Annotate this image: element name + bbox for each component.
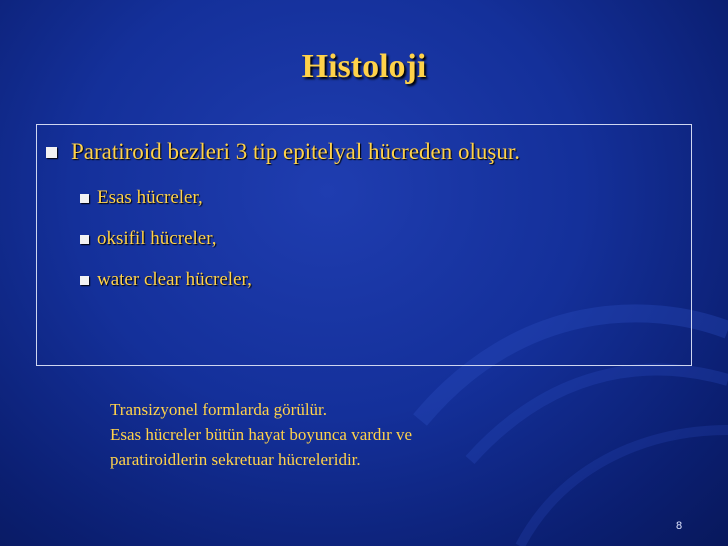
bullet-square-icon xyxy=(80,276,89,285)
note-line: Esas hücreler bütün hayat boyunca vardır ve xyxy=(110,425,413,444)
sub-bullet xyxy=(80,228,217,250)
bullet-square-icon xyxy=(46,147,57,158)
sub-bullet-text: Esas hücreler, xyxy=(97,187,203,208)
sub-bullet xyxy=(80,269,252,291)
note-line: paratiroidlerin sekretuar hücreleridir. xyxy=(110,450,361,469)
slide-title: Histoloji xyxy=(301,48,427,85)
sub-bullet-text: water clear hücreler, xyxy=(97,269,252,290)
bullet-square-icon xyxy=(80,194,89,203)
page-number: 8 xyxy=(676,520,683,532)
bullet-square-icon xyxy=(80,235,89,244)
main-bullet xyxy=(46,139,520,165)
sub-bullet-text: oksifil hücreler, xyxy=(97,228,217,249)
main-bullet-text: Paratiroid bezleri 3 tip epitelyal hücreden oluşur. xyxy=(71,139,520,164)
note-line: Transizyonel formlarda görülür. xyxy=(110,400,328,419)
note-text xyxy=(110,397,590,472)
sub-bullet xyxy=(80,187,203,209)
